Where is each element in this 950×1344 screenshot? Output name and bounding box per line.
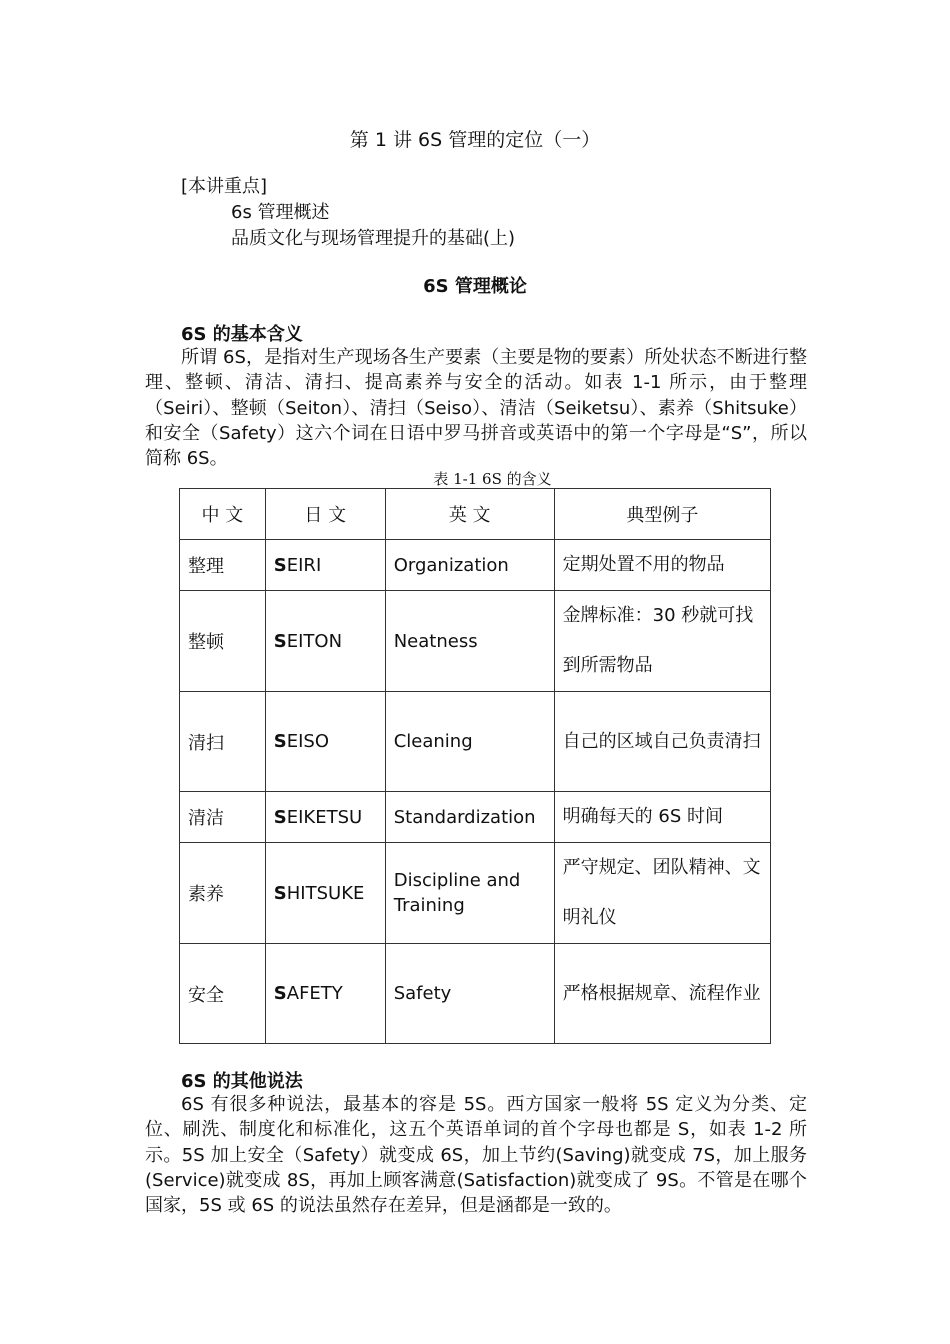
basic-meaning-paragraph: 所谓 6S，是指对生产现场各生产要素（主要是物的要素）所处状态不断进行整理、整顿、清洁、清扫、提高素养与安全的活动。如表 1-1 所示，由于整理（Seiri）、整顿（Seiton）、清扫（Seiso）、清洁（Seiketsu）、素养（Shitsuke）和安全（Safety）这六个词在日语中罗马拼音或英语中的第一个字母是“S”，所以简称 6S。 — [145, 347, 807, 470]
cell-example: 严守规定、团队精神、文明礼仪 — [554, 843, 770, 944]
cell-zh: 安全 — [180, 944, 266, 1044]
cell-en: Neatness — [385, 591, 554, 692]
lecture-title: 第 1 讲 6S 管理的定位（一） — [349, 129, 601, 151]
table-row — [180, 944, 771, 1044]
section-title: 6S 管理概论 — [423, 276, 527, 297]
table-row — [180, 692, 771, 792]
cell-zh: 清洁 — [180, 792, 266, 843]
header-cell: 中 文 — [180, 489, 266, 540]
cell-en: Organization — [385, 540, 554, 591]
cell-jp: SEITON — [265, 591, 385, 692]
header-cell: 典型例子 — [554, 489, 770, 540]
key-points-label: [本讲重点] — [181, 176, 268, 197]
cell-example: 金牌标准：30 秒就可找到所需物品 — [554, 591, 770, 692]
table-row — [180, 843, 771, 944]
cell-jp: SEIRI — [265, 540, 385, 591]
cell-en: Cleaning — [385, 692, 554, 792]
table-row — [180, 792, 771, 843]
table-header-row — [180, 489, 771, 540]
cell-en: Discipline and Training — [385, 843, 554, 944]
cell-example: 定期处置不用的物品 — [554, 540, 770, 591]
cell-example: 明确每天的 6S 时间 — [554, 792, 770, 843]
cell-jp: SHITSUKE — [265, 843, 385, 944]
other-names-heading: 6S 的其他说法 — [181, 1071, 303, 1092]
key-points — [181, 174, 515, 252]
table-row — [180, 540, 771, 591]
other-names-paragraph: 6S 有很多种说法，最基本的容是 5S。西方国家一般将 5S 定义为分类、定位、刷洗、制度化和标准化，这五个英语单词的首个字母也都是 S，如表 1-2 所示。5S 加上安全（Safety）就变成 6S，加上节约(Saving)就变成 7S，加上服务(Service)就变成 8S，再加上顾客满意(Satisfaction)就变成了 9S。不管是在哪个国家，5S 或 6S 的说法虽然存在差异，但是涵都是一致的。 — [145, 1094, 807, 1217]
cell-en: Safety — [385, 944, 554, 1044]
key-point-item: 6s 管理概述 — [231, 202, 330, 223]
key-point-item: 品质文化与现场管理提升的基础(上) — [231, 228, 516, 249]
cell-jp: SEIKETSU — [265, 792, 385, 843]
cell-jp: SAFETY — [265, 944, 385, 1044]
cell-en: Standardization — [385, 792, 554, 843]
cell-jp: SEISO — [265, 692, 385, 792]
cell-example: 自己的区域自己负责清扫 — [554, 692, 770, 792]
basic-meaning-heading: 6S 的基本含义 — [181, 324, 303, 345]
header-cell: 英 文 — [385, 489, 554, 540]
header-cell: 日 文 — [265, 489, 385, 540]
table-row — [180, 591, 771, 692]
cell-zh: 整理 — [180, 540, 266, 591]
cell-zh: 素养 — [180, 843, 266, 944]
table-caption: 表 1-1 6S 的含义 — [433, 470, 552, 488]
cell-example: 严格根据规章、流程作业 — [554, 944, 770, 1044]
six-s-table — [179, 488, 771, 1044]
cell-zh: 整顿 — [180, 591, 266, 692]
cell-zh: 清扫 — [180, 692, 266, 792]
